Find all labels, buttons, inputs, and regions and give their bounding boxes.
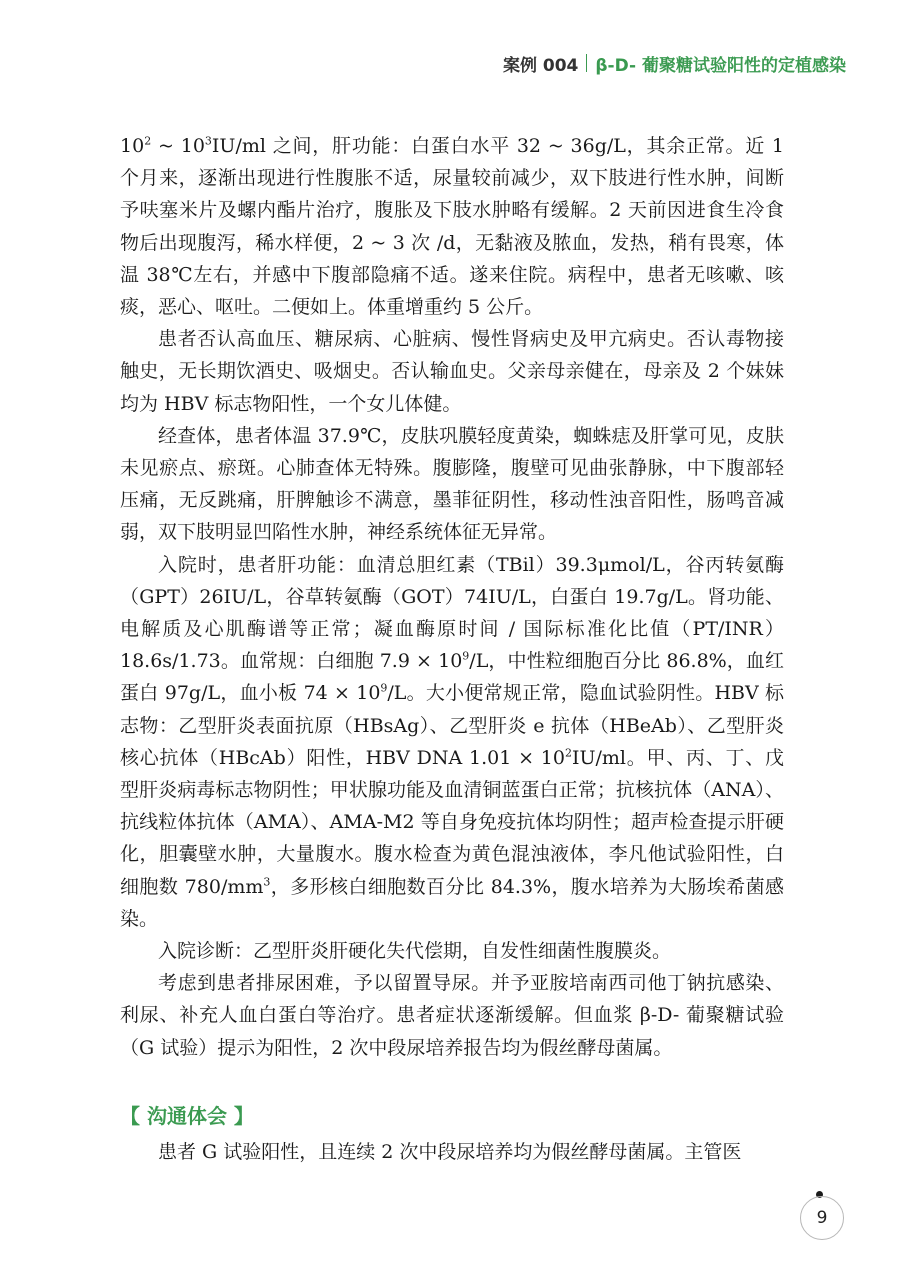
section-heading: 【 沟通体会 】 — [120, 1103, 254, 1128]
paragraph-communication: 患者 G 试验阳性，且连续 2 次中段尿培养均为假丝酵母菌属。主管医 — [158, 1140, 742, 1163]
page-number: 9 — [800, 1196, 844, 1240]
case-title: β-D- 葡聚糖试验阳性的定植感染 — [595, 55, 846, 76]
running-header — [503, 50, 846, 76]
body-text — [120, 130, 784, 1168]
paragraph-past-history: 患者否认高血压、糖尿病、心脏病、慢性肾病史及甲亢病史。否认毒物接触史，无长期饮酒史、吸烟史。否认输血史。父亲母亲健在，母亲及 2 个妹妹均为 HBV 标志物阳性，一个女儿体健。 — [120, 328, 784, 415]
paragraph-history-continued: $10^2$ ~ $10^3IU/ml$ 之间，肝功能：白蛋白水平 32 ~ 36g/L，其余正常。近 1 个月来，逐渐出现进行性腹胀不适，尿量较前减少，双下肢进行性水肿，间断予呋塞米片及螺内酯片治疗，腹胀及下肢水肿略有缓解。2 天前因进食生冷食物后出现腹泻，稀水样便，2 ~ 3 次 /d，无黏液及脓血，发热，稍有畏寒，体温 38℃左右，并感中下腹部隐痛不适。遂来住院。病程中，患者无咳嗽、咳痰，恶心、呕吐。二便如上。体重增重约 5 公斤。 — [120, 134, 784, 319]
paragraph-physical-exam: 经查体，患者体温 37.9℃，皮肤巩膜轻度黄染，蜘蛛痣及肝掌可见，皮肤未见瘀点、瘀斑。心肺查体无特殊。腹膨隆，腹壁可见曲张静脉，中下腹部轻压痛，无反跳痛，肝脾触诊不满意，墨菲征阴性，移动性浊音阳性，肠鸣音减弱，双下肢明显凹陷性水肿，神经系统体征无异常。 — [120, 424, 784, 544]
paragraph-treatment: 考虑到患者排尿困难，予以留置导尿。并予亚胺培南西司他丁钠抗感染、利尿、补充人血白蛋白等治疗。患者症状逐渐缓解。但血浆 β-D- 葡聚糖试验（G 试验）提示为阳性，2 次中段尿培养报告均为假丝酵母菌属。 — [120, 972, 784, 1059]
paragraph-diagnosis: 入院诊断：乙型肝炎肝硬化失代偿期，自发性细菌性腹膜炎。 — [158, 940, 672, 963]
paragraph-admission-labs: 入院时，患者肝功能：血清总胆红素（TBil）39.3μmol/L，谷丙转氨酶（GPT）26IU/L，谷草转氨酶（GOT）74IU/L，白蛋白 19.7g/L。肾功能、电解质及心肌酶谱等正常；凝血酶原时间 / 国际标准化比值（PT/INR）18.6s/1.73。血常规：白细胞 $7.9 \times 10^9/L$，中性粒细胞百分比 86.8%，血红蛋白 97g/L，血小板 $74 \times 10^9/L$。大小便常规正常，隐血试验阴性。HBV 标志物：乙型肝炎表面抗原（HBsAg）、乙型肝炎 e 抗体（HBeAb）、乙型肝炎核心抗体（HBcAb）阳性，HBV DNA $1.01 \times 10^2IU/ml$。甲、丙、丁、戊型肝炎病毒标志物阴性；甲状腺功能及血清铜蓝蛋白正常；抗核抗体（ANA）、抗线粒体抗体（AMA）、AMA-M2 等自身免疫抗体均阴性；超声检查提示肝硬化，胆囊壁水肿，大量腹水。腹水检查为黄色混浊液体，李凡他试验阳性，白细胞数 $780/mm^3$，多形核白细胞数百分比 84.3%，腹水培养为大肠埃希菌感染。 — [120, 553, 785, 930]
case-number: 案例 004 — [502, 55, 579, 76]
header-divider — [586, 54, 587, 72]
